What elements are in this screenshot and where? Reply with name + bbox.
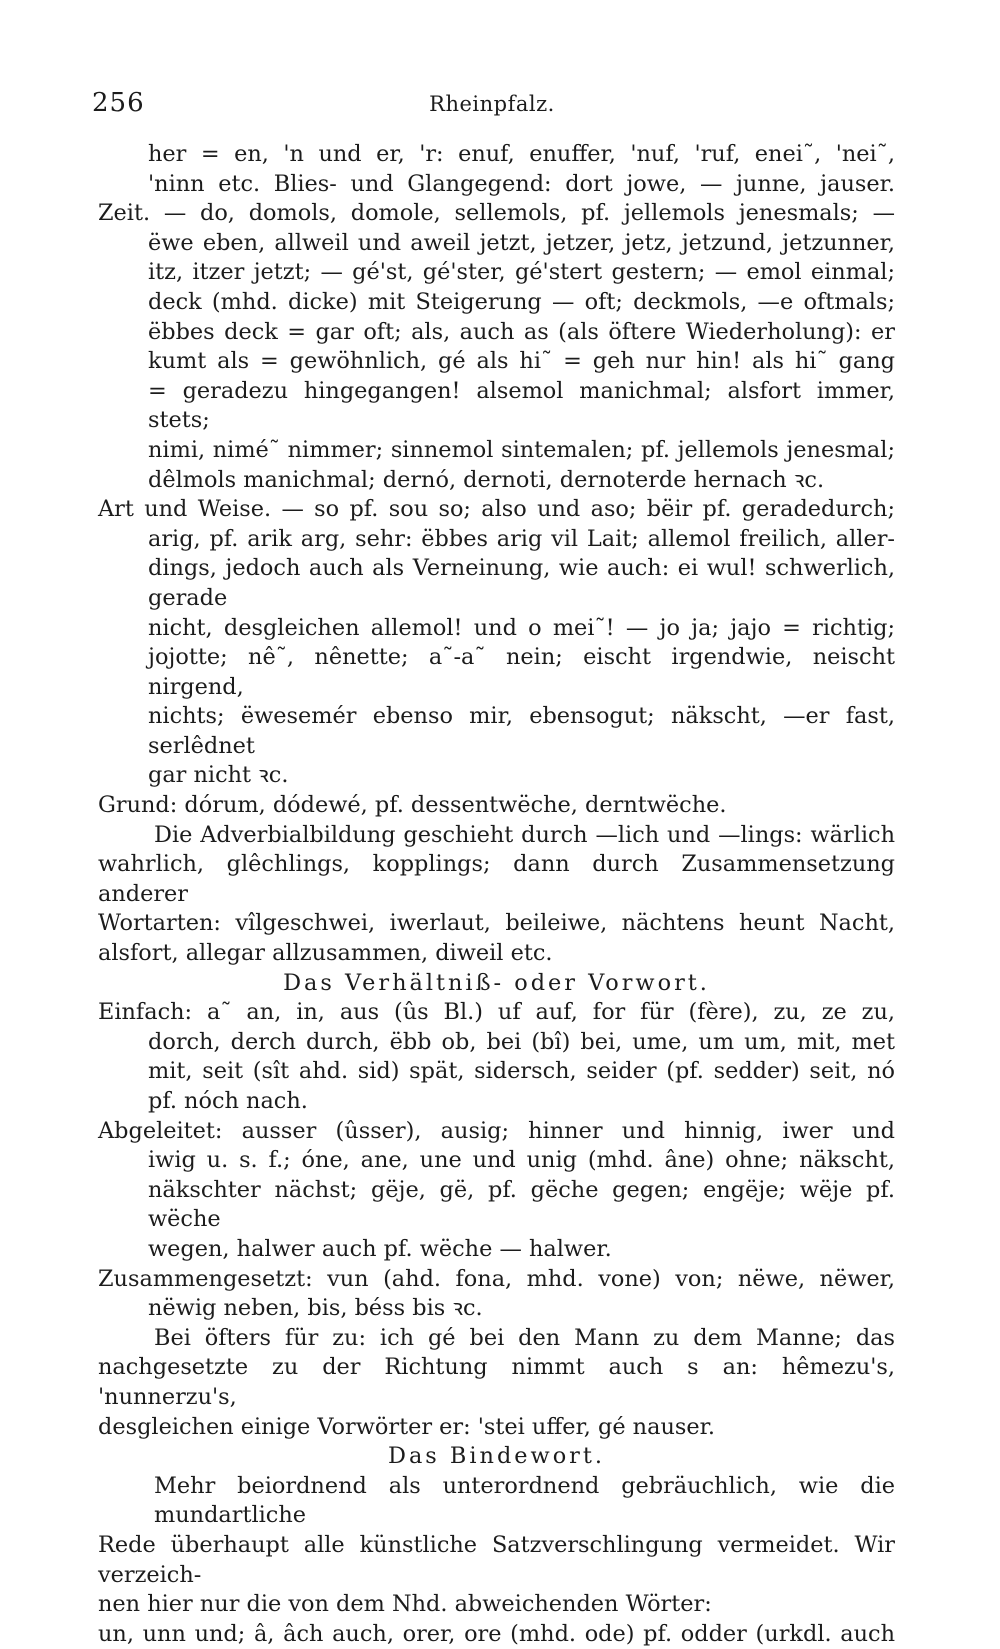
text-line: dings, jedoch auch als Verneinung, wie auch: ei wul! schwerlich, gerade	[148, 555, 895, 611]
text-line: kumt als = gewöhnlich, gé als hi˜ = geh nur hin! als hi˜ gang	[148, 348, 895, 375]
text-line: pf. nóch nach.	[148, 1088, 308, 1114]
text-line: Die Adverbialbildung geschieht durch —lich und —lings: wärlich	[154, 821, 895, 848]
text-line: desgleichen einige Vorwörter er: 'stei uffer, gé nauser.	[98, 1413, 715, 1440]
text-line: Zeit. — do, domols, domole, sellemols, pf. jellemols jenesmals; —	[98, 200, 895, 227]
text-line: Abgeleitet: ausser (ûsser), ausig; hinner und hinnig, iwer und	[98, 1117, 895, 1144]
running-title: Rheinpfalz.	[429, 92, 555, 116]
text-line: nachgesetzte zu der Richtung nimmt auch s an: hêmezu's, 'nunnerzu's,	[98, 1354, 895, 1410]
text-line: dorch, derch durch, ëbb ob, bei (bî) bei, ume, um um, mit, met	[148, 1028, 895, 1055]
text-line: un, unn und; â, âch auch, orer, ore (mhd. ode) pf. odder (urkdl. auch	[98, 1620, 895, 1647]
page-number: 256	[92, 88, 145, 118]
text-line: Das Verhältniß- oder Vorwort.	[283, 969, 710, 996]
text-line: dêlmols manichmal; dernó, dernoti, dernoterde hernach ꝛc.	[148, 466, 825, 493]
text-line: itz, itzer jetzt; — gé'st, gé'ster, gé'stert gestern; — emol einmal;	[148, 259, 895, 286]
text-line: näkschter nächst; gëje, gë, pf. gëche gegen; engëje; wëje pf. wëche	[148, 1176, 895, 1233]
text-line: = geradezu hingegangen! alsemol manichmal; alsfort immer, stets;	[148, 377, 895, 434]
text-line: Bei öfters für zu: ich gé bei den Mann zu dem Manne; das	[154, 1324, 895, 1351]
body-text	[98, 140, 895, 1649]
text-line: nicht, desgleichen allemol! und o mei˜! — jo ja; jajo = richtig;	[148, 614, 895, 641]
text-line: 'ninn etc. Blies- und Glangegend: dort jowe, — junne, jauser.	[148, 170, 895, 197]
text-line: wegen, halwer auch pf. wëche — halwer.	[148, 1235, 612, 1262]
text-line: Mehr beiordnend als unterordnend gebräuchlich, wie die mundartliche	[154, 1472, 895, 1529]
text-line: nichts; ëwesemér ebenso mir, ebensogut; näkscht, —er fast, serlêdnet	[148, 703, 895, 759]
text-line: Grund: dórum, dódewé, pf. dessentwëche, derntwëche.	[98, 792, 727, 819]
text-line: ëbbes deck = gar oft; als, auch as (als öftere Wiederholung): er	[148, 318, 895, 345]
text-line: Zusammengesetzt: vun (ahd. fona, mhd. vone) von; nëwe, nëwer,	[98, 1265, 895, 1292]
text-line: jojotte; nê˜, nênette; a˜-a˜ nein; eischt irgendwie, neischt nirgend,	[148, 644, 895, 700]
text-line: Art und Weise. — so pf. sou so; also und aso; bëir pf. geradedurch;	[98, 496, 895, 523]
text-line: alsfort, allegar allzusammen, diweil etc.	[98, 940, 553, 967]
page-header	[92, 88, 892, 128]
text-line: Wortarten: vîlgeschwei, iwerlaut, beileiwe, nächtens heunt Nacht,	[98, 910, 895, 937]
text-line: Einfach: a˜ an, in, aus (ûs Bl.) uf auf, for für (fère), zu, ze zu,	[98, 999, 895, 1026]
text-line: arig, pf. arik arg, sehr: ëbbes arig vil Lait; allemol freilich, aller-	[148, 525, 895, 552]
text-line: mit, seit (sît ahd. sid) spät, sidersch, seider (pf. sedder) seit, nó	[148, 1058, 895, 1085]
text-line: her = en, 'n und er, 'r: enuf, enuffer, 'nuf, 'ruf, enei˜, 'nei˜,	[148, 141, 895, 167]
text-line: Das Bindewort.	[388, 1443, 605, 1470]
text-line: wahrlich, glêchlings, kopplings; dann durch Zusammensetzung anderer	[98, 851, 895, 907]
text-line: deck (mhd. dicke) mit Steigerung — oft; deckmols, —e oftmals;	[148, 288, 895, 315]
text-line: gar nicht ꝛc.	[148, 762, 289, 789]
text-line: ëwe eben, allweil und aweil jetzt, jetzer, jetz, jetzund, jetzunner,	[148, 229, 895, 256]
text-line: iwig u. s. f.; óne, ane, une und unig (mhd. âne) ohne; näkscht,	[148, 1147, 895, 1174]
text-line: Rede überhaupt alle künstliche Satzverschlingung vermeidet. Wir verzeich-	[98, 1531, 895, 1588]
text-line: nimi, nimé˜ nimmer; sinnemol sintemalen; pf. jellemols jenesmal;	[148, 436, 895, 463]
text-line: nen hier nur die von dem Nhd. abweichenden Wörter:	[98, 1591, 712, 1618]
text-line: nëwig neben, bis, béss bis ꝛc.	[148, 1295, 483, 1322]
